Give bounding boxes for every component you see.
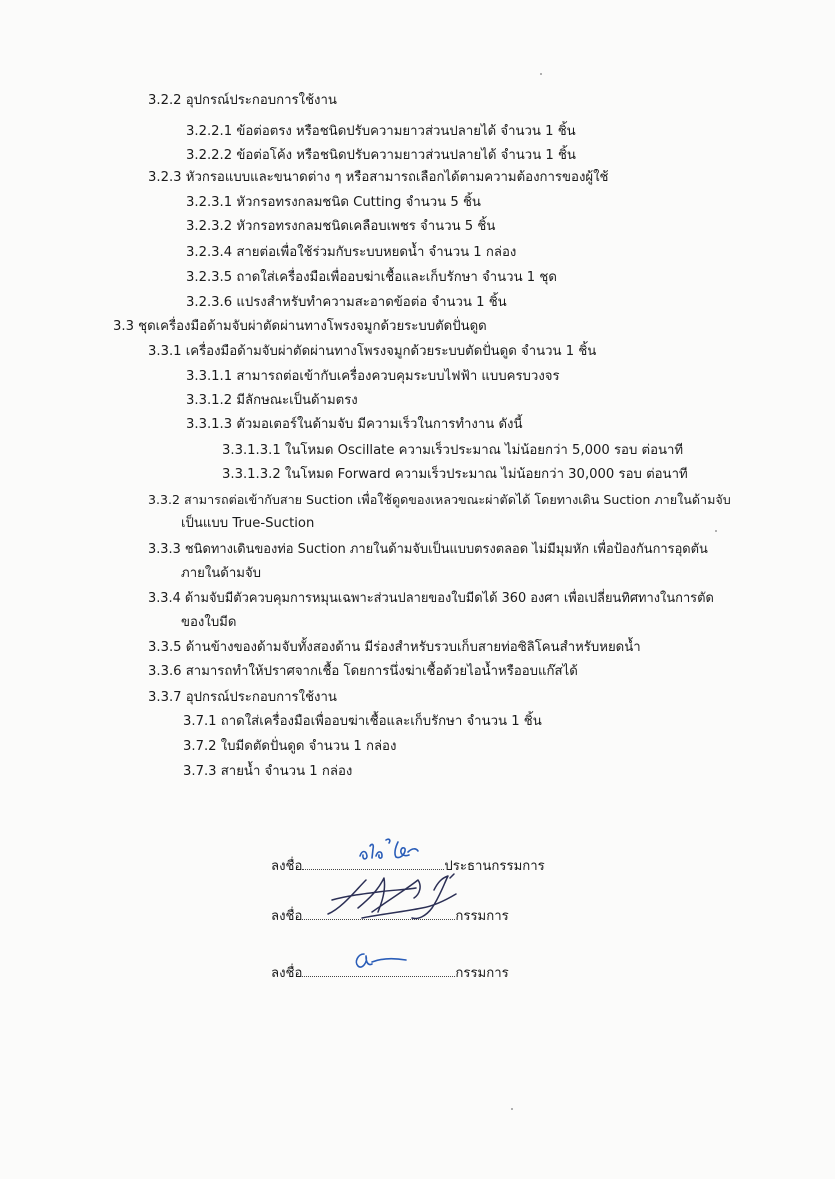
scan-speck [540,73,542,75]
text-line: 3.3.3 ชนิดทางเดินของท่อ Suction ภายในด้ามจับเป็นแบบตรงตลอด ไม่มีมุมหัก เพื่อป้องกันการอุดตัน [148,542,708,557]
text-line: 3.3.1 เครื่องมือด้ามจับผ่าตัดผ่านทางโพรงจมูกด้วยระบบตัดปั่นดูด จำนวน 1 ชิ้น [148,344,597,359]
handwritten-signature-3 [352,948,412,976]
scan-speck [511,1108,513,1110]
text-line: 3.3.1.3.2 ในโหมด Forward ความเร็วประมาณ ไม่น้อยกว่า 30,000 รอบ ต่อนาที [222,467,688,482]
handwritten-signature-1 [352,832,432,872]
signature-role: ประธานกรรมการ [444,859,545,874]
text-line: 3.7.1 ถาดใส่เครื่องมือเพื่ออบฆ่าเชื้อและเก็บรักษา จำนวน 1 ชิ้น [183,714,542,729]
text-line: 3.3.7 อุปกรณ์ประกอบการใช้งาน [148,690,337,705]
text-line: เป็นแบบ True-Suction [181,516,315,531]
text-line: ของใบมีด [181,615,237,630]
section-heading: 3.3 ชุดเครื่องมือด้ามจับผ่าตัดผ่านทางโพรงจมูกด้วยระบบตัดปั่นดูด [113,319,487,334]
signature-prefix: ลงชื่อ [271,966,303,981]
text-line: 3.2.3.1 หัวกรอทรงกลมชนิด Cutting จำนวน 5 ชิ้น [186,195,481,210]
text-line: 3.3.1.2 มีลักษณะเป็นด้ามตรง [186,393,358,408]
scan-speck [715,530,717,532]
text-line: 3.2.2.1 ข้อต่อตรง หรือชนิดปรับความยาวส่วนปลายได้ จำนวน 1 ชิ้น [186,124,576,139]
handwritten-signature-2 [322,868,472,924]
text-line: 3.3.2 สามารถต่อเข้ากับสาย Suction เพื่อใช้ดูดของเหลวขณะผ่าตัดได้ โดยทางเดิน Suction ภายในด้ามจับ [148,492,731,507]
text-line: 3.3.4 ด้ามจับมีตัวควบคุมการหมุนเฉพาะส่วนปลายของใบมีดได้ 360 องศา เพื่อเปลี่ยนทิศทางในการตัด [148,591,714,606]
text-line: 3.2.3.6 แปรงสำหรับทำความสะอาดข้อต่อ จำนวน 1 ชิ้น [186,295,507,310]
signature-role: กรรมการ [455,909,509,924]
signature-prefix: ลงชื่อ [271,909,303,924]
signature-prefix: ลงชื่อ [271,859,303,874]
text-line: 3.7.3 สายน้ำ จำนวน 1 กล่อง [183,764,353,779]
text-line: 3.3.1.3 ตัวมอเตอร์ในด้ามจับ มีความเร็วในการทำงาน ดังนี้ [186,417,523,432]
text-line: 3.2.2 อุปกรณ์ประกอบการใช้งาน [148,93,337,108]
text-line: 3.7.2 ใบมีดตัดปั่นดูด จำนวน 1 กล่อง [183,739,397,754]
text-line: 3.2.3.4 สายต่อเพื่อใช้ร่วมกับระบบหยดน้ำ จำนวน 1 กล่อง [186,245,517,260]
text-line: 3.2.3.2 หัวกรอทรงกลมชนิดเคลือบเพชร จำนวน 5 ชิ้น [186,219,496,234]
text-line: 3.2.2.2 ข้อต่อโค้ง หรือชนิดปรับความยาวส่วนปลายได้ จำนวน 1 ชิ้น [186,148,576,163]
signature-role: กรรมการ [455,966,509,981]
text-line: ภายในด้ามจับ [181,566,262,581]
text-line: 3.3.1.3.1 ในโหมด Oscillate ความเร็วประมาณ ไม่น้อยกว่า 5,000 รอบ ต่อนาที [222,443,684,458]
text-line: 3.3.5 ด้านข้างของด้ามจับทั้งสองด้าน มีร่องสำหรับรวบเก็บสายท่อซิลิโคนสำหรับหยดน้ำ [148,640,641,655]
text-line: 3.2.3 หัวกรอแบบและขนาดต่าง ๆ หรือสามารถเลือกได้ตามความต้องการของผู้ใช้ [148,170,609,185]
text-line: 3.3.1.1 สามารถต่อเข้ากับเครื่องควบคุมระบบไฟฟ้า แบบครบวงจร [186,369,560,384]
text-line: 3.2.3.5 ถาดใส่เครื่องมือเพื่ออบฆ่าเชื้อและเก็บรักษา จำนวน 1 ชุด [186,270,557,285]
text-line: 3.3.6 สามารถทำให้ปราศจากเชื้อ โดยการนึ่งฆ่าเชื้อด้วยไอน้ำหรืออบแก๊สได้ [148,664,578,679]
